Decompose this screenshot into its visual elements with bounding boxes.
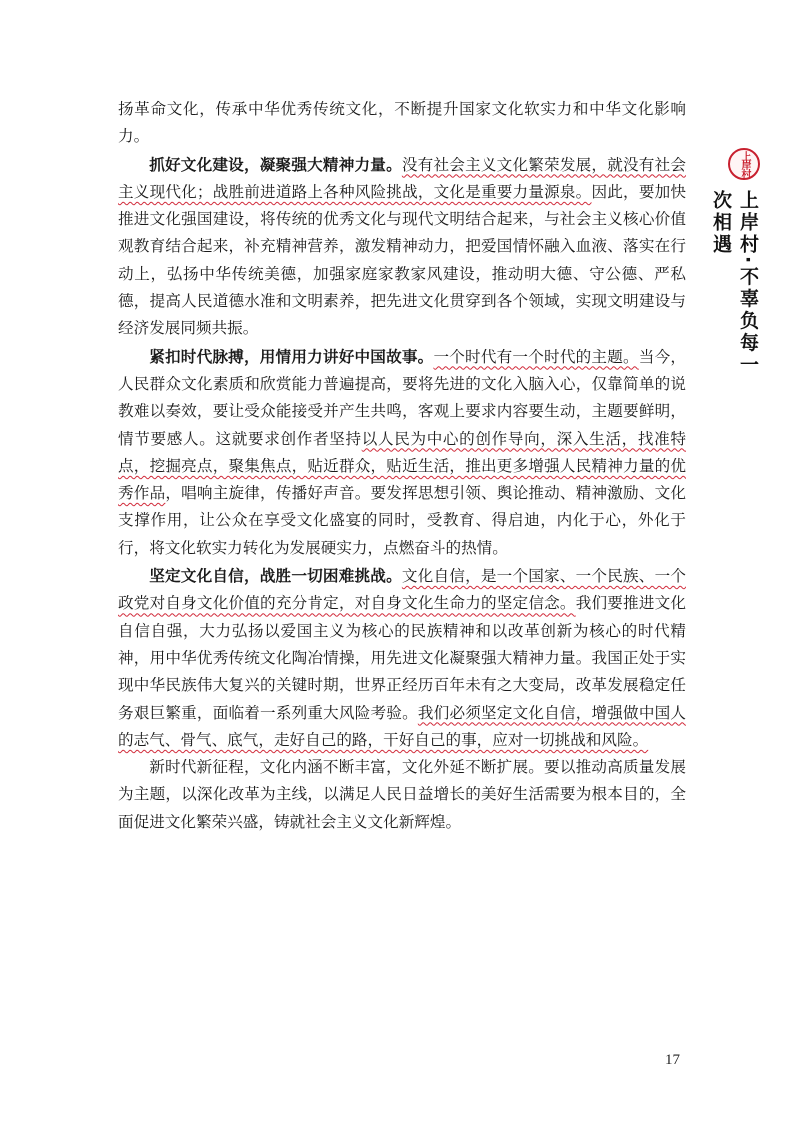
wavy-underlined-text: 我们必须坚定文化自信，增强做中国人的志气、骨气、底气，走好自己的路，干好自己的事，应对一切挑战和风险。 (118, 703, 686, 749)
wavy-underlined-text: 一个时代有一个时代的主题。 (433, 347, 639, 366)
paragraph-culture-building (118, 151, 686, 343)
wavy-underlined-text: 以人民为中心的创作导向，深入生活，找准特点，挖掘亮点，聚集焦点，贴近群众，贴近生活，推出更多增强人民精神力量的优秀作品 (118, 429, 686, 503)
side-tab (710, 148, 762, 390)
seal-logo-icon (728, 148, 760, 180)
page-number: 17 (665, 1052, 680, 1068)
paragraph-text: ，唱响主旋律，传播好声音。要发挥思想引领、舆论推动、精神激励、文化支撑作用，让公众在享受文化盛宴的同时，受教育、得启迪，内化于心，外化于行，将文化软实力转化为发展硬实力，点燃奋斗的热情。 (118, 484, 686, 557)
paragraph-text: 当今，人民群众文化素质和欣赏能力普遍提高，要将先进的文化入脑入心，仅靠简单的说教难以奏效，要让受众能接受并产生共鸣，客观上要求内容要生动，主题要鲜明，情节要感人。这就要求创作者坚持 (118, 347, 686, 448)
paragraph-heading: 紧扣时代脉搏，用情用力讲好中国故事。 (149, 346, 434, 366)
paragraph-text: 新时代新征程，文化内涵不断丰富，文化外延不断扩展。要以推动高质量发展为主题，以深化改革为主线，以满足人民日益增长的美好生活需要为根本目的，全面促进文化繁荣兴盛，铸就社会主义文化新辉煌。 (118, 758, 686, 831)
paragraph-text: 我们要推进文化自信自强，大力弘扬以爱国主义为核心的民族精神和以改革创新为核心的时代精神，用中华优秀传统文化陶冶情操，用先进文化凝聚强大精神力量。我国正处于实现中华民族伟大复兴的关键时期，世界正经历百年未有之大变局，改革发展稳定任务艰巨繁重，面临着一系列重大风险考验。 (118, 594, 686, 722)
wavy-underlined-text: 没有社会主义文化繁荣发展，就没有社会主义现代化；战胜前进道路上各种风险挑战，文化是重要力量源泉。 (118, 155, 686, 201)
paragraph-text: 扬革命文化，传承中华优秀传统文化，不断提升国家文化软实力和中华文化影响力。 (118, 100, 686, 146)
paragraph-heading: 抓好文化建设，凝聚强大精神力量。 (149, 154, 402, 174)
body-text (118, 96, 686, 836)
paragraph-cultural-confidence (118, 562, 686, 754)
paragraph-china-stories (118, 343, 686, 562)
paragraph-conclusion (118, 754, 686, 836)
vertical-book-title: 上岸村·不辜负每一次相遇 (710, 190, 759, 377)
wavy-underlined-text: 文化自信，是一个国家、一个民族、一个政党对自身文化价值的充分肯定，对自身文化生命力的坚定信念。 (118, 567, 686, 613)
paragraph-heading: 坚定文化自信，战胜一切困难挑战。 (149, 566, 402, 586)
seal-text: 上岸村 (739, 150, 750, 178)
paragraph-continuation (118, 96, 686, 151)
paragraph-text: 因此，要加快推进文化强国建设，将传统的优秀文化与现代文明结合起来，与社会主义核心价值观教育结合起来，补充精神营养，激发精神动力，把爱国情怀融入血液、落实在行动上，弘扬中华传统美德，加强家庭家教家风建设，推动明大德、守公德、严私德，提高人民道德水准和文明素养，把先进文化贯穿到各个领域，实现文明建设与经济发展同频共振。 (118, 182, 686, 338)
